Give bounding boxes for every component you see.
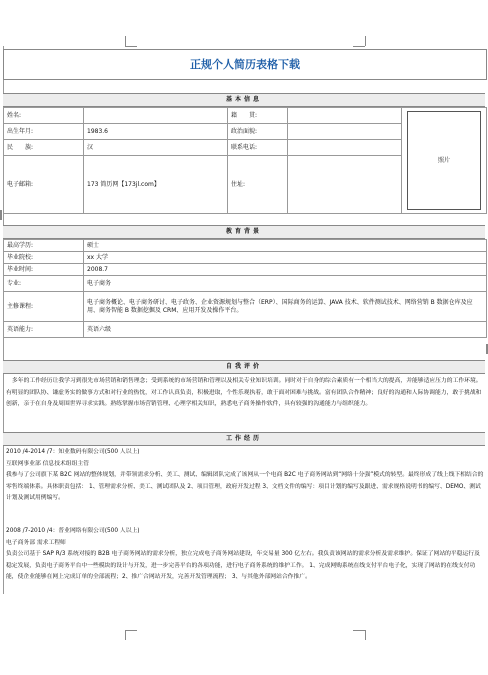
native-label: 籍 贯: [228, 108, 288, 124]
name-value [84, 108, 228, 124]
work-description: 我参与了公司旗下某 B2C 网站的整体规划，并带领需求分析、美工、测试、编辑团队完成了该网从一个电商 B2C 电子商务网站到“网络十分强”模式的转型。最终形成了线上线下相结合的零售终端体系。具体职责包括： 1、管理需求分析、美工、测试团队及 2、项目管理，政府开发过程 3、文档文件的编写：项目计划的编写及跟进、需求规格说明书的编写、DEMO、测试计划及测试用例编写。 [6, 472, 484, 502]
section-header-self-eval: 自我评价 [3, 360, 485, 374]
native-value [288, 108, 402, 124]
crop-mark [125, 630, 137, 631]
crop-mark [365, 36, 366, 46]
crop-mark [0, 210, 2, 220]
address-label: 住址: [228, 156, 288, 214]
education-row-label: 英语能力: [4, 322, 84, 338]
name-label: 姓名: [4, 108, 84, 124]
section-header-work: 工作经历 [3, 432, 485, 446]
education-row-label: 专业: [4, 276, 84, 292]
political-label: 政治面貌: [228, 124, 288, 140]
photo-cell [402, 108, 487, 214]
crop-mark [365, 630, 366, 640]
ethnic-value: 汉 [84, 140, 228, 156]
work-period: 2008 /7-2010 /4：普业网络有限公司(500 人以上) [6, 528, 140, 534]
birth-label: 出生年月: [4, 124, 84, 140]
address-value [288, 156, 402, 214]
crop-mark [125, 630, 126, 640]
basic-info-table [3, 107, 487, 214]
photo-label: 照片 [437, 156, 450, 164]
photo-placeholder [407, 111, 481, 210]
work-description: 负责公司基于 SAP R/3 系统对接的 B2B 电子商务网站的需求分析，独立完成电子商务网站建设，年交易量 300 亿左右。我负责该网站的需求分析及需求维护。保证了网站的平稳运行及稳定发展，负责电子商务平台中一些模块的设计与开发，进一步完善平台的各项功能，进行电子商务系统的维护工作。 1、完成网购系统在线支付平台电子化，实现了网站的在线支付功能，使企业能够在网上完成订单的全部流程；2、推广合网站开发，完善开发管理流程； 3、与其他外部网站合作推广。 [6, 551, 480, 581]
phone-label: 联系电话: [228, 140, 288, 156]
work-role: 互联网事业部 信息技术组组主管 [6, 460, 89, 467]
political-value [288, 124, 402, 140]
phone-value [288, 140, 402, 156]
education-row-value: 2008.7 [84, 264, 487, 276]
crop-mark [353, 630, 365, 631]
work-role: 电子商务部 需求工程师 [6, 539, 66, 546]
document-title: 正规个人简历表格下载 [3, 49, 487, 80]
education-row-value: 电子商务概论、电子商务研讨、电子政务、企业资源规划与整合（ERP）、国际商务的运算、JAVA 技术、软件测试技术、网络营销 B 数据仓库及应用、商务智能 B 数据挖掘及 CRM、应用开发及操作平台。 [84, 292, 487, 322]
birth-value: 1983.6 [84, 124, 228, 140]
email-value: 173 简历网【173jl.com】 [84, 156, 228, 214]
education-row-label: 主修课程: [4, 292, 84, 322]
education-row-value: 英语六级 [84, 322, 487, 338]
work-entry [6, 526, 484, 584]
education-row-value: 硕士 [84, 240, 487, 252]
work-period: 2010 /4-2014 /7：知业数码有限公司(500 人以上) [6, 449, 140, 455]
education-row-label: 最高学历: [4, 240, 84, 252]
education-table [3, 239, 487, 338]
education-row-label: 毕业院校: [4, 252, 84, 264]
crop-mark [125, 36, 126, 46]
ethnic-label: 民 族: [4, 140, 84, 156]
self-eval-text: 多年的工作经历让我学习到很先市场营销和销售理念；受到系统的市场营销和管理以及相关专业知识培训。同时对于自身的综合素质有一个相当大的提高，并能够适应压力的工作环境。有明显的团队协、谦虚务实的做事方式和对行业的热忱，对工作认真负责，积极进取，个性乐观执着，敢于面对困难与挑战。富有团队合作精神；良好的沟通和人际协调能力，敢于挑战和创新，亲于在自身及周围世界寻求实践。熟练掌握市场营销管理、心理学相关知识，熟悉电子商务操作软件，具有较强的沟通能力与组织能力。 [6, 378, 482, 408]
section-header-basic: 基本信息 [3, 93, 485, 107]
education-row-label: 毕业时间: [4, 264, 84, 276]
education-row-value: 电子商务 [84, 276, 487, 292]
email-label: 电子邮箱: [4, 156, 84, 214]
education-row-value: xx 大学 [84, 252, 487, 264]
section-header-education: 教育背景 [3, 225, 485, 239]
work-entry [6, 447, 484, 505]
